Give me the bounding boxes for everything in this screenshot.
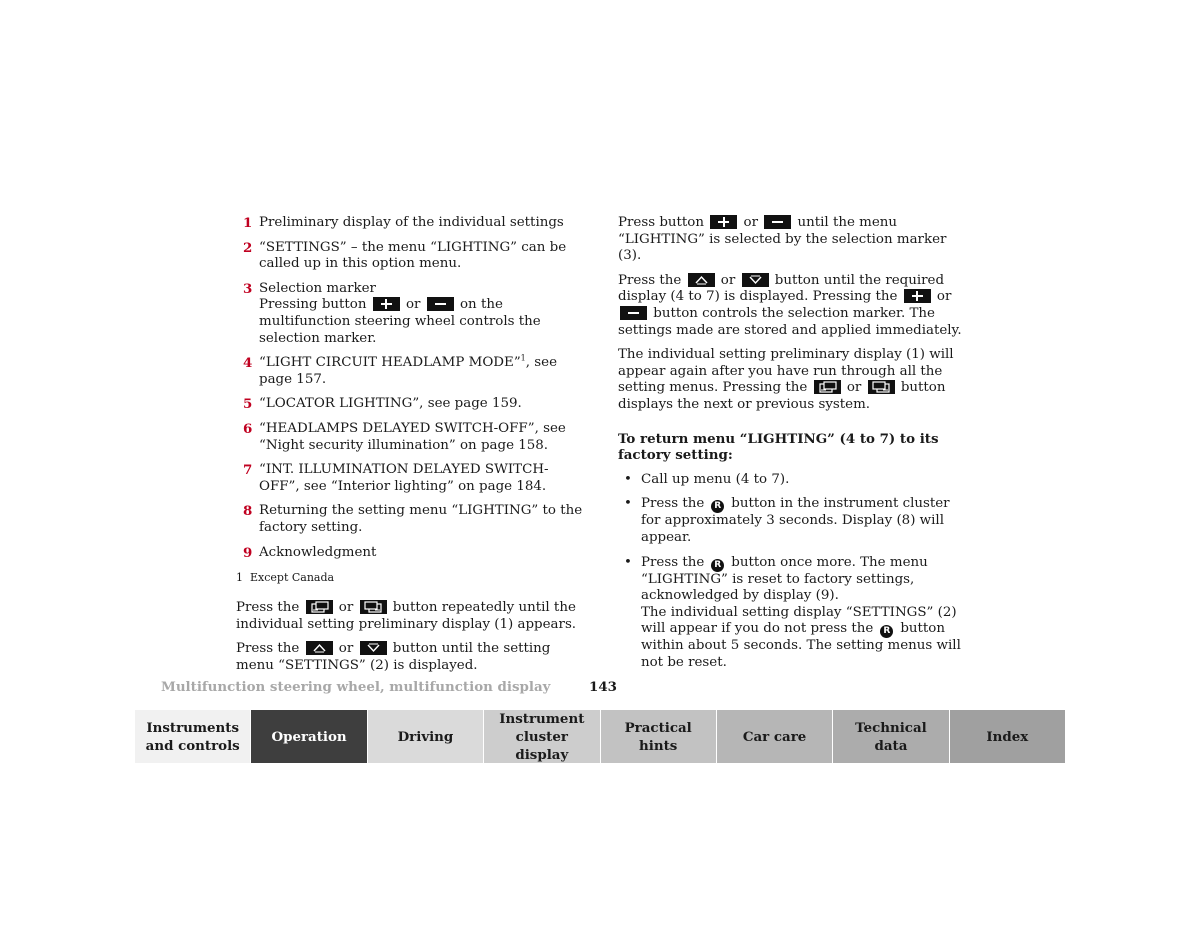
page-down-key-icon xyxy=(360,641,387,655)
tab-instrument-cluster-display[interactable]: Instrument cluster display xyxy=(484,710,600,763)
list-item: 3 Selection marker Pressing button or on the multifunction steering wheel controls the selection marker. xyxy=(243,280,541,346)
page-down-key-icon xyxy=(742,273,769,287)
footnote: 1 Except Canada xyxy=(236,571,335,585)
tab-technical-data[interactable]: Technical data xyxy=(833,710,949,763)
page-up-key-icon xyxy=(306,641,333,655)
paragraph: The individual setting preliminary display (1) will appear again after you have run through all the setting menus. Pressing the or button displays the next or previous system. xyxy=(618,347,954,412)
paragraph: Press the or button until the required display (4 to 7) is displayed. Pressing the or button controls the selection marker. The settings made are stored and applied immediately. xyxy=(618,272,962,338)
minus-key-icon xyxy=(764,215,791,229)
list-item: 5 “LOCATOR LIGHTING”, see page 159. xyxy=(243,396,522,413)
window-prev-key-icon xyxy=(306,600,333,614)
paragraph: Press the or button until the setting menu “SETTINGS” (2) is displayed. xyxy=(236,641,551,673)
tab-practical-hints[interactable]: Practical hints xyxy=(601,710,717,763)
minus-key-icon xyxy=(620,306,647,320)
tab-car-care[interactable]: Car care xyxy=(717,710,833,763)
plus-key-icon xyxy=(710,215,737,229)
reset-button-icon: R xyxy=(880,625,893,638)
reset-button-icon: R xyxy=(711,559,724,572)
list-item: 7 “INT. ILLUMINATION DELAYED SWITCH-OFF”, see “Interior lighting” on page 184. xyxy=(243,462,549,494)
minus-key-icon xyxy=(427,297,454,311)
list-item: 4 “LIGHT CIRCUIT HEADLAMP MODE”$^1$, see page 157. xyxy=(243,353,557,387)
window-next-key-icon xyxy=(868,380,895,394)
list-item: • Call up menu (4 to 7). xyxy=(624,471,790,487)
window-prev-key-icon xyxy=(814,380,841,394)
tab-index[interactable]: Index xyxy=(950,710,1065,763)
list-item: • Press the R button once more. The menu “LIGHTING” is reset to factory settings, acknowledged by display (9). The individual setting display “SETTINGS” (2) will appear if you do not press the R button within about 5 seconds. The setting menus will not be reset. xyxy=(624,554,961,670)
list-item: 9 Acknowledgment xyxy=(243,544,377,561)
window-next-key-icon xyxy=(360,600,387,614)
plus-key-icon xyxy=(904,289,931,303)
list-item: • Press the R button in the instrument cluster for approximately 3 seconds. Display (8) will appear. xyxy=(624,496,950,545)
section-title: Multifunction steering wheel, multifunction display xyxy=(161,679,551,695)
list-item: 8 Returning the setting menu “LIGHTING” to the factory setting. xyxy=(243,503,583,535)
left-column xyxy=(236,215,586,682)
list-item: 1 Preliminary display of the individual settings xyxy=(243,215,564,231)
page-number: 143 xyxy=(589,679,617,695)
section-heading: To return menu “LIGHTING” (4 to 7) to its factory setting: xyxy=(618,430,939,464)
page-up-key-icon xyxy=(688,273,715,287)
list-item: 6 “HEADLAMPS DELAYED SWITCH-OFF”, see “Night security illumination” on page 158. xyxy=(243,420,566,453)
paragraph: Press button or until the menu “LIGHTING” is selected by the selection marker (3). xyxy=(618,215,947,264)
tab-driving[interactable]: Driving xyxy=(368,710,484,763)
right-column xyxy=(618,215,968,679)
reset-button-icon: R xyxy=(711,500,724,513)
tab-instruments-and-controls[interactable]: Instruments and controls xyxy=(135,710,251,763)
tab-operation[interactable]: Operation xyxy=(251,710,367,763)
paragraph: Press the or button repeatedly until the individual setting preliminary display (1) appears. xyxy=(236,600,577,632)
list-item: 2 “SETTINGS” – the menu “LIGHTING” can be called up in this option menu. xyxy=(243,239,567,272)
chapter-tabs xyxy=(135,710,1065,763)
plus-key-icon xyxy=(373,297,400,311)
